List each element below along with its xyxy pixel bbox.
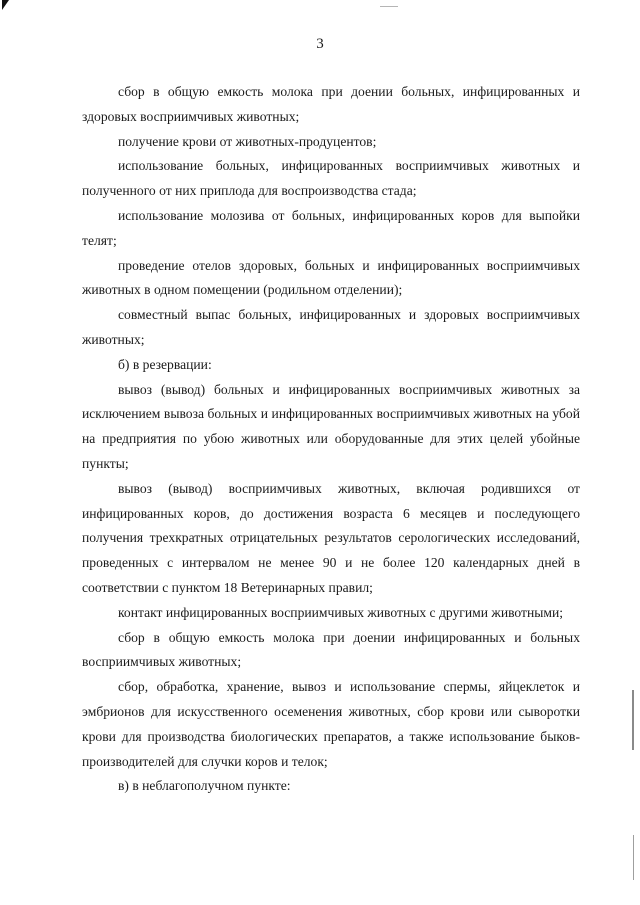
paragraph: получение крови от животных-продуцентов;	[118, 133, 377, 149]
page-number: 3	[316, 36, 324, 52]
paragraph: использование больных, инфицированных восприимчивых животных и полученного от них приплода для воспроизводства стада;	[82, 158, 580, 199]
paragraph: использование молозива от больных, инфицированных коров для выпойки телят;	[82, 207, 580, 248]
paragraph: совместный выпас больных, инфицированных и здоровых восприимчивых животных;	[82, 307, 580, 347]
paragraph: сбор, обработка, хранение, вывоз и использование спермы, яйцеклеток и эмбрионов для искусственного осеменения животных, сбор крови или сыворотки крови для производства биологических препаратов, а также использование быков-производителей для случки коров и телок;	[82, 679, 580, 769]
scan-edge-mark	[632, 690, 634, 750]
paragraph: сбор в общую емкость молока при доении инфицированных и больных восприимчивых животных;	[82, 629, 580, 670]
paragraph: вывоз (вывод) больных и инфицированных восприимчивых животных за исключением вывоза больных и инфицированных восприимчивых животных на убой на предприятия по убою животных или оборудованные для этих целей убойные пункты;	[82, 381, 580, 471]
section-heading-b: б) в резервации:	[118, 356, 212, 372]
scan-edge-mark	[380, 6, 398, 7]
paragraph: проведение отелов здоровых, больных и инфицированных восприимчивых животных в одном помещении (родильном отделении);	[82, 257, 580, 298]
paragraph: контакт инфицированных восприимчивых животных с другими животными;	[118, 604, 564, 620]
scan-edge-mark	[633, 835, 634, 880]
scan-corner-mark	[2, 0, 9, 10]
paragraph: вывоз (вывод) восприимчивых животных, включая родившихся от инфицированных коров, до достижения возраста 6 месяцев и последующего получения трехкратных отрицательных результатов серологических исследований, проведенных с интервалом не менее 90 и не более 120 календарных дней в соответствии с пунктом 18 Ветеринарных правил;	[82, 480, 580, 595]
document-body	[82, 80, 580, 799]
paragraph: сбор в общую емкость молока при доении больных, инфицированных и здоровых восприимчивых животных;	[82, 84, 580, 124]
section-heading-v: в) в неблагополучном пункте:	[118, 778, 291, 794]
